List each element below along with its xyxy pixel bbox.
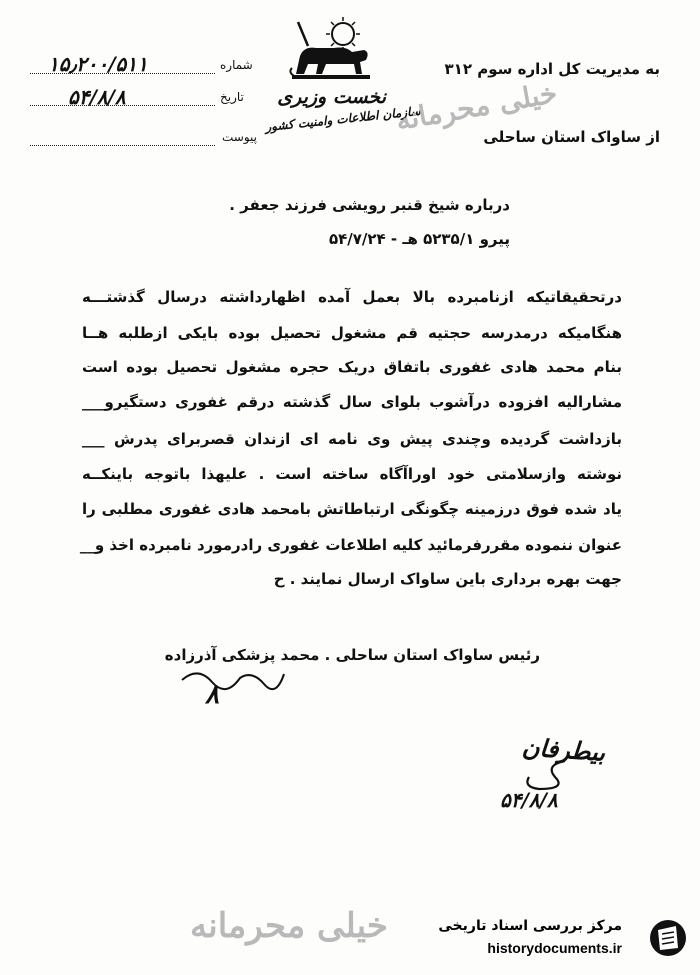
organization-name: سازمان اطلاعات وامنیت کشور: [264, 103, 422, 135]
body-line: عنوان ننموده مقررفرمائید کلیه اطلاعات غفوری رادرمورد نامبرده اخذ و__: [79, 536, 622, 554]
margin-note: بیطرفان: [521, 732, 607, 767]
signature-scribble-icon: [178, 660, 288, 700]
classification-stamp-top: خیلی محرمانه: [393, 76, 560, 137]
date-label: تاریخ: [220, 90, 244, 104]
attachment-dotted-line: [30, 145, 215, 146]
ministry-title: نخست وزیری: [277, 86, 386, 108]
signatory-title: رئیس ساواک استان ساحلی . محمد پزشکی آذرزاده: [164, 646, 540, 664]
classification-stamp-bottom: خیلی محرمانه: [190, 906, 388, 946]
footer-url: historydocuments.ir: [487, 940, 622, 956]
subject-reference: پیرو ۵۲۳۵/۱ هـ - ۵۴/۷/۲۴: [328, 230, 510, 248]
attachment-label: پیوست: [222, 130, 257, 144]
body-line-last: جهت بهره برداری باین ساواک ارسال نمایند . ح: [273, 570, 622, 588]
sender-line: از ساواک استان ساحلی: [483, 128, 660, 146]
body-line: بنام محمد هادی غفوری باتفاق دریک حجره مشغول تحصیل بوده است: [82, 358, 622, 376]
body-line: درتحقیقاتیکه ازنامبرده بالا بعمل آمده اظهارداشته درسال گذشتـــه: [82, 288, 622, 306]
body-line: نوشته وازسلامتی خود اوراآگاه ساخته است . علیهذا باتوجه باینکــه: [82, 465, 622, 483]
number-label: شماره: [220, 58, 253, 72]
date-value: ۵۴/۸/۸: [68, 85, 126, 109]
margin-date: ۵۴/۸/۸: [500, 788, 558, 812]
body-line: هنگامیکه درمدرسه حجتیه قم مشغول تحصیل بوده بایکی ازطلبه هــا: [82, 324, 622, 342]
body-line: یاد شده فوق درزمینه چگونگی ارتباطاتش بامحمد هادی غفوری مطلبی را: [82, 500, 622, 518]
body-line: مشارالیه افزوده درآشوب بلوای سال گذشته درقم غفوری دستگیرو___: [82, 393, 622, 411]
footer-org-name: مرکز بررسی اسناد تاریخی: [438, 918, 622, 934]
number-value: ۱۵٫۲۰۰/۵۱۱: [48, 52, 148, 76]
history-documents-logo-icon: [648, 918, 688, 958]
body-line: بازداشت گردیده وچندی پیش وی نامه ای ازندان قصربرای پدرش ___: [82, 430, 622, 448]
subject-about: درباره شیخ قنبر رویشی فرزند جعفر .: [229, 196, 510, 214]
lion-and-sun-emblem-icon: [286, 12, 376, 82]
recipient-line: به مدیریت کل اداره سوم ۳۱۲: [444, 60, 660, 78]
handwritten-mark: ۸: [205, 680, 219, 710]
